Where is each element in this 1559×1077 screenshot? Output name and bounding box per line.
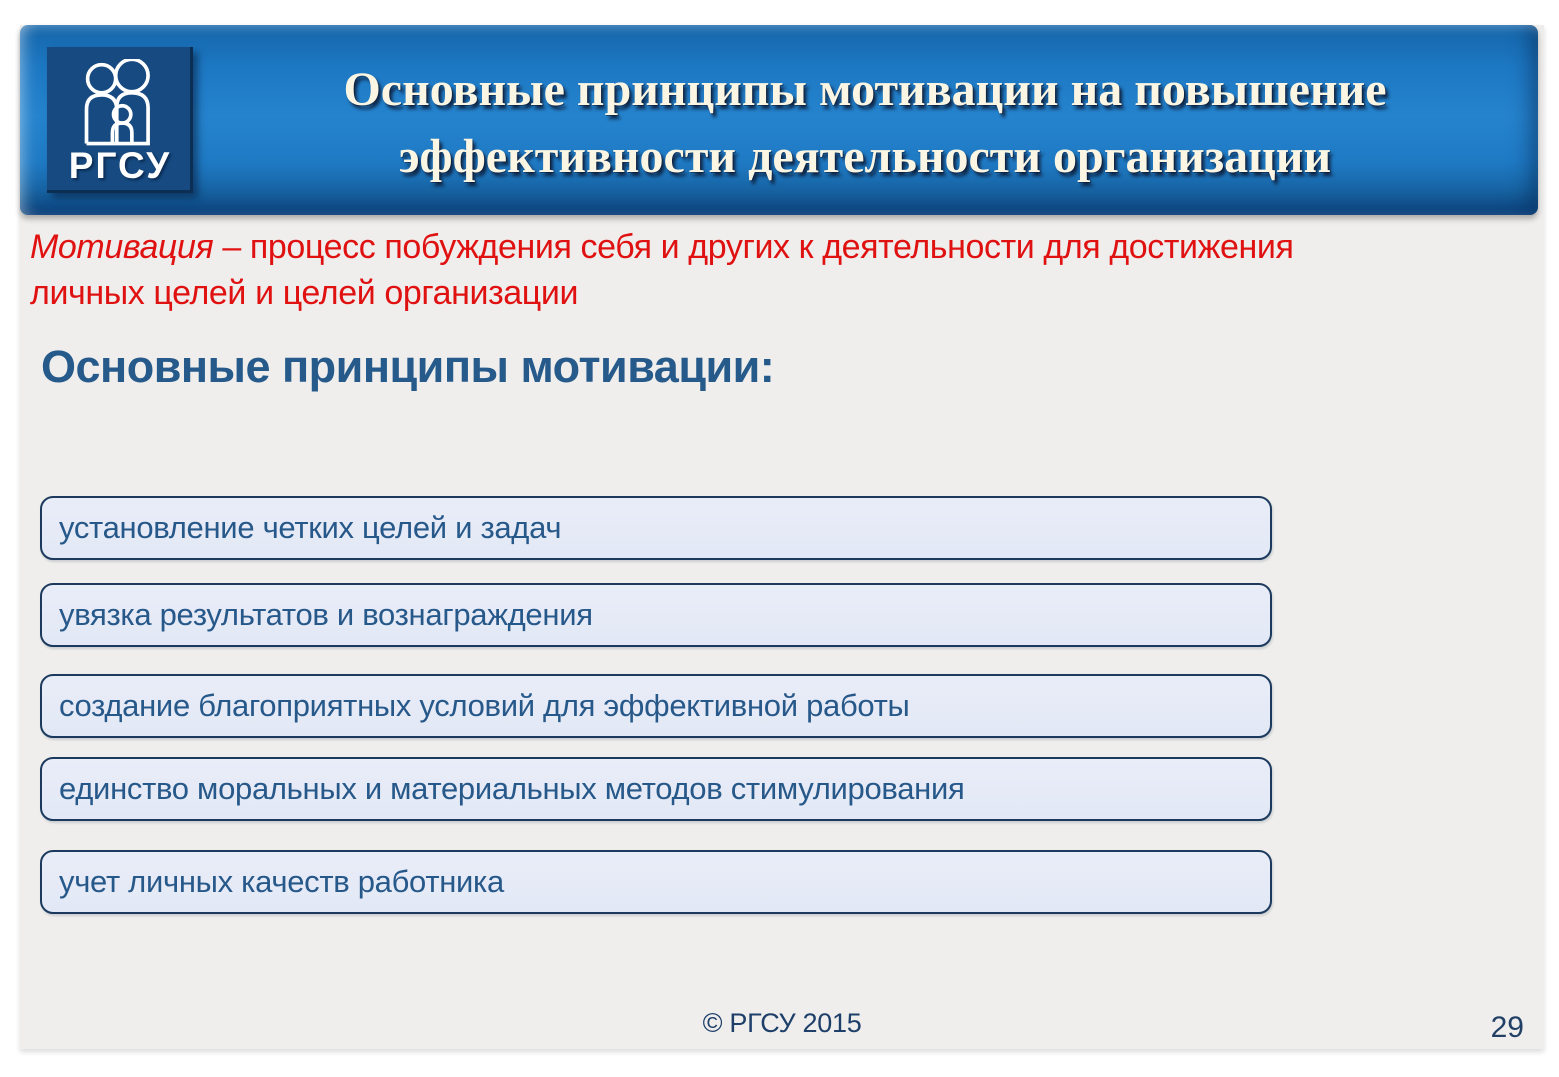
slide-page-number: 29 [1490, 1011, 1524, 1044]
principle-box: увязка результатов и вознаграждения [40, 583, 1272, 647]
rgsu-logo [47, 47, 193, 193]
principle-box: установление четких целей и задач [40, 496, 1272, 560]
logo-abbreviation: РГСУ [68, 145, 172, 186]
slide-canvas [20, 25, 1544, 1049]
slide-header-banner [20, 25, 1538, 215]
slide-title-line-1: Основные принципы мотивации на повышение [343, 63, 1387, 116]
definition-term: Мотивация [30, 228, 214, 266]
slide-title [206, 25, 1524, 215]
slide-title-line-2: эффективности деятельности организации [398, 130, 1332, 183]
principle-box: создание благоприятных условий для эффективной работы [40, 674, 1272, 738]
principle-box: учет личных качеств работника [40, 850, 1272, 914]
family-figures-icon [66, 59, 174, 164]
definition-text: – процесс побуждения себя и других к деятельности для достижения личных целей и целей организации [30, 228, 1294, 312]
motivation-definition [30, 224, 1370, 316]
copyright-text: © РГСУ 2015 [702, 1008, 862, 1038]
principles-heading: Основные принципы мотивации: [41, 341, 775, 392]
principle-box: единство моральных и материальных методов стимулирования [40, 757, 1272, 821]
